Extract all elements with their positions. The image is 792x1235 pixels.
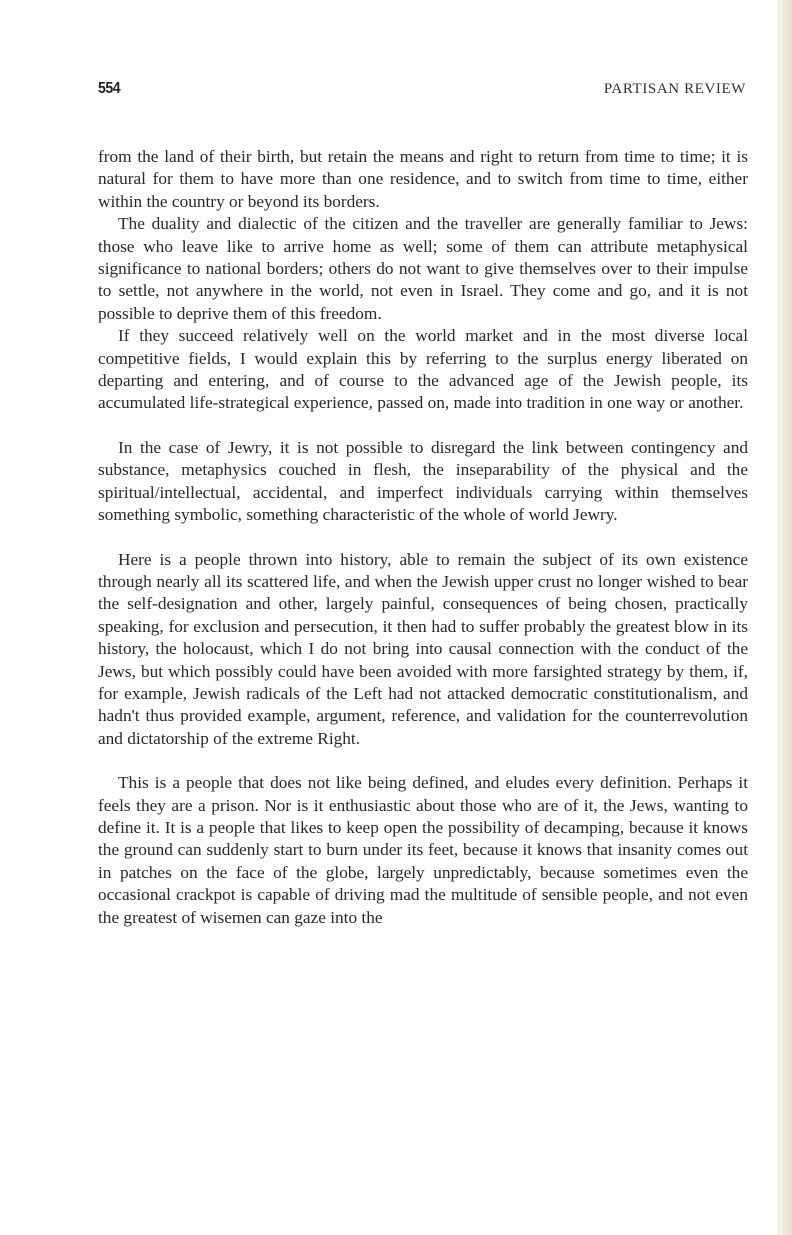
paragraph-definition: This is a people that does not like being defined, and eludes every definition. Perhaps it feels they are a prison. Nor is it enthusiastic about those who are of it, the Jews, wanting to define it. It is a people that likes to keep open the possibility of decamping, because it knows the ground can suddenly start to burn under its feet, because it knows that insanity comes out in patches on the face of the globe, largely unpredictably, because sometimes even the occasional crackpot is capable of driving mad the multitude of sensible people, and not even the greatest of wisemen can gaze into the (98, 773, 748, 927)
page-header (98, 80, 746, 104)
paragraph-history: Here is a people thrown into history, able to remain the subject of its own existence through nearly all its scattered life, and when the Jewish upper crust no longer wished to bear the self-designation and other, largely painful, consequences of being chosen, practically speaking, for exclusion and persecution, it then had to suffer probably the greatest blow in its history, the holocaust, which I do not bring into causal connection with the conduct of the Jews, but which possibly could have been avoided with more farsighted strategy by them, if, for example, Jewish radicals of the Left had not attacked democratic constitutionalism, and hadn't thus provided example, argument, reference, and validation for the counterrevolution and dictatorship of the extreme Right. (98, 549, 748, 748)
running-head: PARTISAN REVIEW (603, 81, 746, 97)
paragraph-jewry: In the case of Jewry, it is not possible to disregard the link between contingency and substance, metaphysics couched in flesh, the inseparability of the physical and the spiritual/intellectual, accidental, and imperfect individuals carrying within themselves something symbolic, something characteristic of the whole of world Jewry. (98, 437, 748, 525)
body-text (98, 146, 748, 929)
paragraph-duality: The duality and dialectic of the citizen and the traveller are generally familiar to Jews: those who leave like to arrive home as well; some of them can attribute metaphysical significance to national borders; others do not want to give themselves over to their impulse to settle, not anywhere in the world, not even in Israel. They come and go, and it is not possible to deprive them of this freedom. (98, 214, 748, 323)
paragraph-continued: from the land of their birth, but retain the means and right to return from time to time; it is natural for them to have more than one residence, and to switch from time to time, either within the country or beyond its borders. (98, 147, 748, 211)
page-edge-shadow (778, 0, 792, 1235)
paragraph-success: If they succeed relatively well on the world market and in the most diverse local competitive fields, I would explain this by referring to the surplus energy liberated on departing and entering, and of course to the advanced age of the Jewish people, its accumulated life-strategical experience, passed on, made into tradition in one way or another. (98, 326, 748, 413)
page-number: 554 (98, 80, 121, 97)
